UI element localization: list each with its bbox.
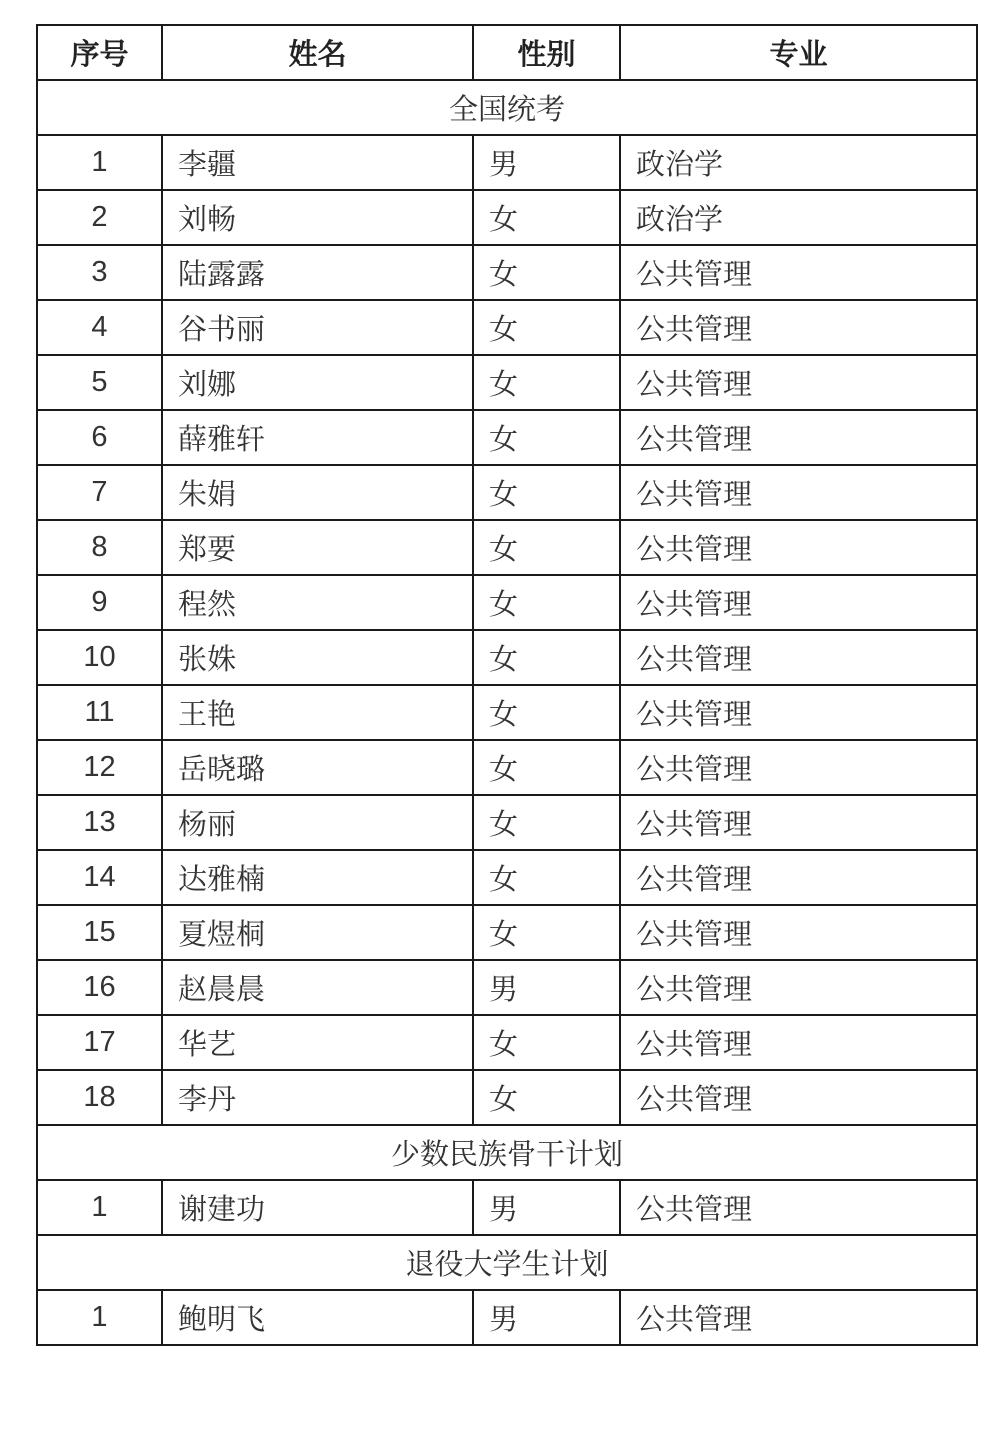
- cell-gender: 女: [473, 355, 620, 410]
- cell-gender: 女: [473, 1070, 620, 1125]
- section-row: [37, 1235, 977, 1290]
- cell-gender: 女: [473, 740, 620, 795]
- table-body: [37, 80, 977, 1345]
- cell-gender: 男: [473, 960, 620, 1015]
- cell-major: 公共管理: [620, 520, 977, 575]
- table-row: [37, 1070, 977, 1125]
- cell-name: 李丹: [162, 1070, 473, 1125]
- cell-name: 张姝: [162, 630, 473, 685]
- cell-gender: 女: [473, 190, 620, 245]
- header-name: 姓名: [162, 25, 473, 80]
- cell-gender: 女: [473, 520, 620, 575]
- table-row: [37, 190, 977, 245]
- cell-number: 3: [37, 245, 162, 300]
- table-row: [37, 355, 977, 410]
- cell-number: 9: [37, 575, 162, 630]
- cell-major: 公共管理: [620, 685, 977, 740]
- cell-name: 刘畅: [162, 190, 473, 245]
- cell-name: 夏煜桐: [162, 905, 473, 960]
- table-header-row: [37, 25, 977, 80]
- cell-gender: 女: [473, 465, 620, 520]
- cell-gender: 女: [473, 685, 620, 740]
- cell-gender: 女: [473, 300, 620, 355]
- section-row: [37, 1125, 977, 1180]
- cell-major: 公共管理: [620, 1015, 977, 1070]
- header-number: 序号: [37, 25, 162, 80]
- cell-gender: 女: [473, 630, 620, 685]
- cell-name: 达雅楠: [162, 850, 473, 905]
- cell-number: 17: [37, 1015, 162, 1070]
- cell-gender: 女: [473, 1015, 620, 1070]
- cell-major: 公共管理: [620, 575, 977, 630]
- cell-major: 公共管理: [620, 960, 977, 1015]
- cell-number: 6: [37, 410, 162, 465]
- cell-name: 谢建功: [162, 1180, 473, 1235]
- table-row: [37, 685, 977, 740]
- cell-number: 10: [37, 630, 162, 685]
- section-title: 全国统考: [37, 80, 977, 135]
- admission-list: [36, 24, 976, 1346]
- table-row: [37, 905, 977, 960]
- cell-name: 刘娜: [162, 355, 473, 410]
- cell-number: 11: [37, 685, 162, 740]
- cell-gender: 男: [473, 1180, 620, 1235]
- admission-table: [36, 24, 978, 1346]
- cell-major: 公共管理: [620, 630, 977, 685]
- cell-name: 赵晨晨: [162, 960, 473, 1015]
- cell-number: 14: [37, 850, 162, 905]
- section-title: 退役大学生计划: [37, 1235, 977, 1290]
- cell-major: 公共管理: [620, 905, 977, 960]
- cell-number: 7: [37, 465, 162, 520]
- cell-name: 陆露露: [162, 245, 473, 300]
- section-row: [37, 80, 977, 135]
- cell-gender: 女: [473, 795, 620, 850]
- header-major: 专业: [620, 25, 977, 80]
- cell-major: 公共管理: [620, 795, 977, 850]
- cell-name: 郑要: [162, 520, 473, 575]
- cell-name: 朱娟: [162, 465, 473, 520]
- cell-gender: 女: [473, 410, 620, 465]
- cell-major: 公共管理: [620, 410, 977, 465]
- cell-number: 15: [37, 905, 162, 960]
- cell-major: 政治学: [620, 190, 977, 245]
- section-title: 少数民族骨干计划: [37, 1125, 977, 1180]
- cell-name: 程然: [162, 575, 473, 630]
- cell-major: 公共管理: [620, 850, 977, 905]
- cell-major: 公共管理: [620, 1070, 977, 1125]
- cell-major: 公共管理: [620, 355, 977, 410]
- cell-name: 华艺: [162, 1015, 473, 1070]
- cell-gender: 男: [473, 1290, 620, 1345]
- table-row: [37, 960, 977, 1015]
- cell-gender: 女: [473, 245, 620, 300]
- cell-number: 4: [37, 300, 162, 355]
- cell-gender: 女: [473, 850, 620, 905]
- cell-gender: 男: [473, 135, 620, 190]
- cell-number: 16: [37, 960, 162, 1015]
- cell-name: 岳晓璐: [162, 740, 473, 795]
- cell-gender: 女: [473, 905, 620, 960]
- cell-major: 公共管理: [620, 300, 977, 355]
- cell-gender: 女: [473, 575, 620, 630]
- cell-number: 12: [37, 740, 162, 795]
- table-row: [37, 465, 977, 520]
- cell-name: 鲍明飞: [162, 1290, 473, 1345]
- cell-number: 8: [37, 520, 162, 575]
- table-row: [37, 1290, 977, 1345]
- cell-major: 政治学: [620, 135, 977, 190]
- cell-number: 18: [37, 1070, 162, 1125]
- table-row: [37, 410, 977, 465]
- cell-name: 薛雅轩: [162, 410, 473, 465]
- cell-number: 1: [37, 1180, 162, 1235]
- cell-number: 2: [37, 190, 162, 245]
- table-row: [37, 1015, 977, 1070]
- cell-name: 杨丽: [162, 795, 473, 850]
- header-gender: 性别: [473, 25, 620, 80]
- table-row: [37, 850, 977, 905]
- cell-number: 13: [37, 795, 162, 850]
- cell-number: 1: [37, 1290, 162, 1345]
- table-row: [37, 575, 977, 630]
- cell-major: 公共管理: [620, 465, 977, 520]
- table-row: [37, 795, 977, 850]
- cell-major: 公共管理: [620, 1290, 977, 1345]
- table-row: [37, 520, 977, 575]
- table-row: [37, 740, 977, 795]
- table-row: [37, 135, 977, 190]
- table-row: [37, 300, 977, 355]
- cell-major: 公共管理: [620, 1180, 977, 1235]
- cell-number: 5: [37, 355, 162, 410]
- table-row: [37, 1180, 977, 1235]
- table-row: [37, 630, 977, 685]
- cell-name: 王艳: [162, 685, 473, 740]
- cell-number: 1: [37, 135, 162, 190]
- cell-major: 公共管理: [620, 245, 977, 300]
- cell-major: 公共管理: [620, 740, 977, 795]
- cell-name: 谷书丽: [162, 300, 473, 355]
- cell-name: 李疆: [162, 135, 473, 190]
- table-row: [37, 245, 977, 300]
